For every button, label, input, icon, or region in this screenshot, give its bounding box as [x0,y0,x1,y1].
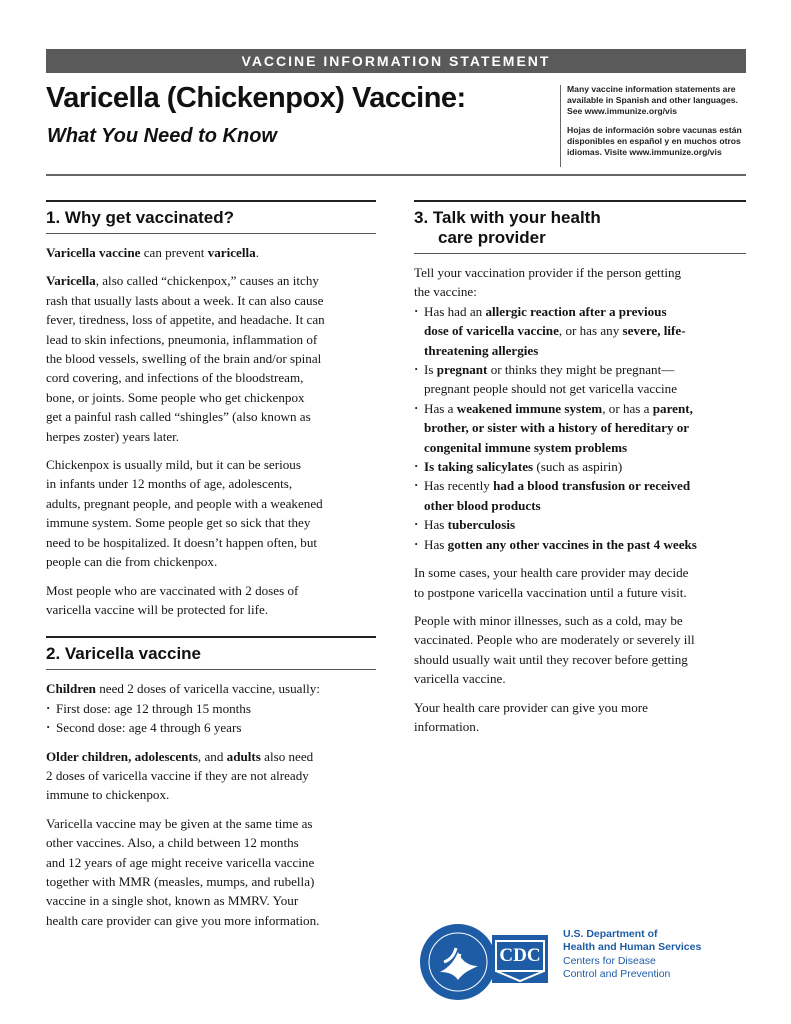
text: Has a [424,400,457,416]
text-line: Tell your vaccination provider if the person getting [414,265,682,280]
text-line: In some cases, your health care provider may decide [414,565,689,581]
text: Has [424,517,448,533]
text-line: vaccine in a single shot, known as MMRV. Your [46,893,299,909]
text-line: vaccinated. People who are moderately or severely ill [414,632,695,648]
text-line: , also called “chickenpox,” causes an itchy [95,273,319,289]
text-line: rash that usually lasts about a week. It can also cause [46,292,324,308]
text-line: varicella vaccine. [414,671,506,687]
text: or thinks they might be pregnant— [487,362,675,378]
list-item [414,515,746,534]
bold-text: Varicella [46,273,96,289]
section3-intro [414,263,746,302]
bold-text: Is taking salicylates [424,459,534,475]
text: can prevent [140,245,208,260]
page-title: Varicella (Chickenpox) Vaccine: [46,82,466,114]
list-item [414,302,746,360]
page-subtitle: What You Need to Know [47,125,277,147]
bold-text: Children [46,681,96,697]
bold-text: weakened immune system [456,400,603,416]
text: Has recently [424,478,494,494]
text: Is [424,362,437,378]
heading-line: care provider [438,228,546,247]
section2-paragraph2 [46,747,376,805]
bold-text: congenital immune system problems [424,439,628,455]
bold-text: threatening allergies [424,342,539,358]
heading-line: 3. Talk with your health [414,208,601,227]
text-line: Varicella vaccine may be given at the same time as [46,815,313,831]
document-banner: VACCINE INFORMATION STATEMENT [46,49,746,73]
bold-text: adults [226,748,261,764]
text-line: People with minor illnesses, such as a cold, may be [414,612,683,628]
agency-name-hhs [563,928,753,954]
text-line: get a painful rash called “shingles” (also known as [46,409,311,425]
bold-text: Varicella vaccine [46,245,141,260]
section1-paragraph4 [46,581,376,620]
text-line: the vaccine: [414,284,477,300]
section2-paragraph1 [46,679,376,698]
bold-text: dose of varicella vaccine [424,323,559,339]
section1-paragraph2 [46,271,376,446]
left-column [46,200,376,930]
text-line: immune system. Some people get so sick that they [46,515,311,531]
list-item [414,360,746,399]
right-column [414,200,746,736]
lang-es-line: disponibles en español y en muchos otros [567,136,741,146]
list-item [414,535,746,554]
text: . [255,245,259,260]
text-line: need to be hospitalized. It doesn’t happen often, but [46,534,318,550]
bold-text: other blood products [424,497,541,513]
section2-paragraph3 [46,814,376,930]
list-item [414,399,746,457]
lang-en-line: Many vaccine information statements are [567,84,736,94]
text: , and [197,748,227,764]
cdc-logo [492,935,548,983]
section3-paragraph3 [414,611,746,689]
bold-text: allergic reaction after a previous [485,303,667,319]
text: Has [424,536,448,552]
bold-text: gotten any other vaccines in the past 4 weeks [447,536,697,552]
section3-heading [414,208,746,248]
header-divider [560,85,561,167]
text-line: adults, pregnant people, and people with a weakened [46,495,323,511]
lang-es-line: Hojas de información sobre vacunas están [567,125,742,135]
bold-text: tuberculosis [447,517,516,533]
section1-paragraph3 [46,455,376,571]
language-note-english [567,84,749,117]
text-line: to postpone varicella vaccination until a future visit. [414,584,687,600]
agency-name-cdc [563,955,753,981]
list-item [414,476,746,515]
section2-heading: 2. Varicella vaccine [46,644,202,664]
text-line: Most people who are vaccinated with 2 doses of [46,582,299,598]
text-line: and 12 years of age might receive varicella vaccine [46,854,315,870]
agency-line: U.S. Department of [563,928,658,940]
text-line: bone, or joints. Some people who get chickenpox [46,389,305,405]
lang-en-line: available in Spanish and other languages. [567,95,738,105]
text: , or has a [602,400,653,416]
section1-heading: 1. Why get vaccinated? [46,208,234,227]
bold-text: Older children, adolescents [46,748,198,764]
list-item [414,457,746,476]
bold-text: had a blood transfusion or received [493,478,691,494]
bold-text: severe, life- [622,323,686,339]
text-line: cord covering, and infections of the bloodstream, [46,370,304,386]
text-line: should usually wait until they recover before getting [414,651,688,667]
bold-text: brother, or sister with a history of hereditary or [424,420,690,436]
text-line: 2 doses of varicella vaccine if they are not already [46,767,309,783]
text-line: varicella vaccine will be protected for life. [46,601,269,617]
text-line: in infants under 12 months of age, adolescents, [46,476,293,492]
cdc-logo-text: CDC [499,945,541,966]
section1-paragraph1 [46,243,376,262]
text-line: information. [414,718,480,734]
text-line: lead to skin infections, pneumonia, inflammation of [46,331,318,347]
text-line: people can die from chickenpox. [46,554,218,570]
agency-line: Health and Human Services [563,941,702,953]
language-note-spanish [567,125,749,158]
list-item: · Second dose: age 4 through 6 years [46,718,376,737]
text: need 2 doses of varicella vaccine, usually: [95,681,320,697]
lang-en-line: See www.immunize.org/vis [567,106,677,116]
text-line: other vaccines. Also, a child between 12 months [46,835,299,851]
bold-text: parent, [652,400,693,416]
text: pregnant people should not get varicella vaccine [424,381,678,397]
lang-es-line: idiomas. Visite www.immunize.org/vis [567,147,722,157]
header-rule [46,174,746,176]
text-line: Chickenpox is usually mild, but it can be serious [46,457,301,473]
text: (such as aspirin) [533,459,623,475]
bold-text: pregnant [436,362,488,378]
section3-paragraph2 [414,563,746,602]
bold-text: varicella [207,245,256,260]
section3-paragraph4 [414,698,746,737]
text-line: fever, tiredness, loss of appetite, and headache. It can [46,312,325,328]
text-line: Your health care provider can give you more [414,699,648,715]
precautions-list [414,302,746,554]
text: Has had an [424,303,486,319]
text-line: together with MMR (measles, mumps, and rubella) [46,873,315,889]
text-line: health care provider can give you more information. [46,912,320,928]
agency-line: Centers for Disease [563,955,656,967]
text-line: immune to chickenpox. [46,787,170,803]
text: , or has any [558,323,623,339]
dose-schedule-list [46,699,376,738]
agency-line: Control and Prevention [563,968,671,980]
text-line: the blood vessels, swelling of the brain and/or spinal [46,351,322,367]
hhs-seal-icon [418,922,498,1002]
list-item: · First dose: age 12 through 15 months [46,699,376,718]
text-line: herpes zoster) years later. [46,428,180,444]
text: also need [260,748,314,764]
